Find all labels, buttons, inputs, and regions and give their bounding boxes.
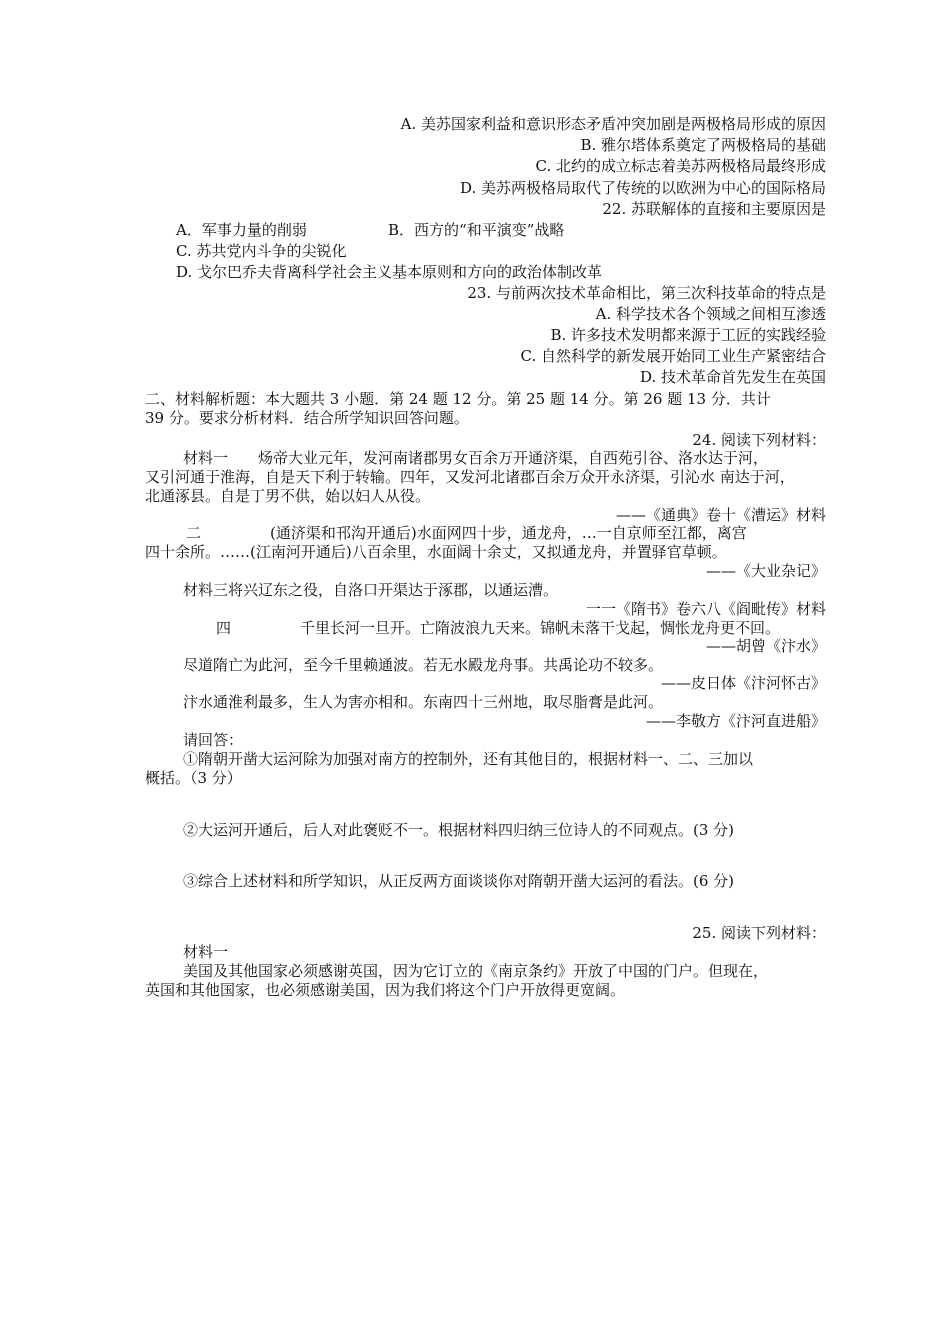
q22-option-a: A．军事力量的削弱 xyxy=(176,221,307,239)
q24-material3-line1: 材料三将兴辽东之役，自洛口开渠达于涿郡，以通运漕。 xyxy=(183,581,559,599)
q21-option-c: C. 北约的成立标志着美苏两极格局最终形成 xyxy=(535,157,826,175)
q23-option-c: C. 自然科学的新发展开始同工业生产紧密结合 xyxy=(520,347,826,365)
section2-line2: 39 分。要求分析材料．结合所学知识回答问题。 xyxy=(145,409,469,427)
q23-option-b: B. 许多技术发明都来源于工匠的实践经验 xyxy=(550,326,826,344)
q24-ask: 请回答： xyxy=(183,731,244,749)
q24-material4-source3: ——李敬方《汴河直进船》 xyxy=(645,712,826,730)
q24-material2-line1: (通济渠和邗沟开通后)水面网四十步，通龙舟，…一自京师至江都，离宫 xyxy=(270,524,747,542)
q23-stem: 23. 与前两次技术革命相比，第三次科技革命的特点是 xyxy=(467,284,826,302)
q24-material2-label: 二 xyxy=(186,524,202,542)
q24-material4-source2: ——皮日体《汴河怀古》 xyxy=(660,674,826,692)
q24-material1-label: 材料一 xyxy=(183,449,229,467)
q22-option-b: B．西方的“和平演变”战略 xyxy=(388,221,565,239)
q24-material3-source: 一一《隋书》卷六八《阎毗传》材料 xyxy=(585,600,826,618)
q24-material2-line2: 四十余所。……(江南河开通后)八百余里，水面阔十余丈，又拟通龙舟，并置驿官草顿。 xyxy=(145,543,727,561)
q24-material4-source1: ——胡曾《汴水》 xyxy=(705,637,826,655)
q23-option-d: D. 技术革命首先发生在英国 xyxy=(639,368,826,386)
q21-option-a: A. 美苏国家利益和意识形态矛盾冲突加剧是两极格局形成的原因 xyxy=(400,115,826,133)
q24-material1-line1: 炀帝大业元年，发河南诸郡男女百余万开通济渠，自西苑引谷、洛水达于河， xyxy=(258,449,769,467)
q21-option-b: B. 雅尔塔体系奠定了两极格局的基础 xyxy=(580,136,826,154)
q24-material4-poem3: 汴水通淮利最多，生人为害亦相和。东南四十三州地，取尽脂膏是此河。 xyxy=(183,693,664,711)
q24-material4-poem1: 千里长河一旦开。亡隋波浪九天来。锦帆未落干戈起，惆怅龙舟更不回。 xyxy=(300,619,781,637)
q24-sub1-line1: ①隋朝开凿大运河除为加强对南方的控制外，还有其他目的，根据材料一、二、三加以 xyxy=(183,750,754,768)
q21-option-d: D. 美苏两极格局取代了传统的以欧洲为中心的国际格局 xyxy=(459,179,826,197)
q24-material1-source: ——《通典》卷十《漕运》材料 xyxy=(615,506,826,524)
q25-stem: 25. 阅读下列材料： xyxy=(692,924,826,942)
q22-option-c: C. 苏共党内斗争的尖锐化 xyxy=(176,242,347,260)
q24-stem: 24. 阅读下列材料： xyxy=(692,431,826,449)
q25-material1-line1: 美国及其他国家必须感谢英国，因为它订立的《南京条约》开放了中国的门户。但现在， xyxy=(183,962,769,980)
q24-material1-line3: 北通涿县。自是丁男不供，始以妇人从役。 xyxy=(145,487,431,505)
q24-sub3: ③综合上述材料和所学知识，从正反两方面谈谈你对隋朝开凿大运河的看法。(6 分) xyxy=(183,872,735,890)
section2-line1: 二、材料解析题：本大题共 3 小题．第 24 题 12 分。第 25 题 14 分。第 26 题 13 分．共计 xyxy=(145,390,771,408)
q24-sub2: ②大运河开通后，后人对此褒贬不一。根据材料四归纳三位诗人的不同观点。(3 分) xyxy=(183,821,735,839)
q23-option-a: A. 科学技术各个领域之间相互渗透 xyxy=(595,305,826,323)
q24-material2-source: ——《大业杂记》 xyxy=(705,562,826,580)
q25-material1-line2: 英国和其他国家，也必须感谢美国，因为我们将这个门户开放得更宽阔。 xyxy=(145,981,626,999)
q24-material1-line2: 又引河通于淮海，自是天下利于转输。四年，又发河北诸郡百余万众开永济渠，引沁水 南达于河， xyxy=(145,468,795,486)
q24-sub1-line2: 概括。（3 分） xyxy=(145,769,242,787)
q24-material4-poem2: 尽道隋亡为此河，至今千里赖通波。若无水殿龙舟事。共禹论功不较多。 xyxy=(183,656,664,674)
q25-material1-label: 材料一 xyxy=(183,943,229,961)
q22-option-d: D. 戈尔巴乔夫背离科学社会主义基本原则和方向的政治体制改革 xyxy=(176,263,603,281)
q24-material4-label: 四 xyxy=(216,619,232,637)
q22-stem: 22. 苏联解体的直接和主要原因是 xyxy=(602,200,826,218)
